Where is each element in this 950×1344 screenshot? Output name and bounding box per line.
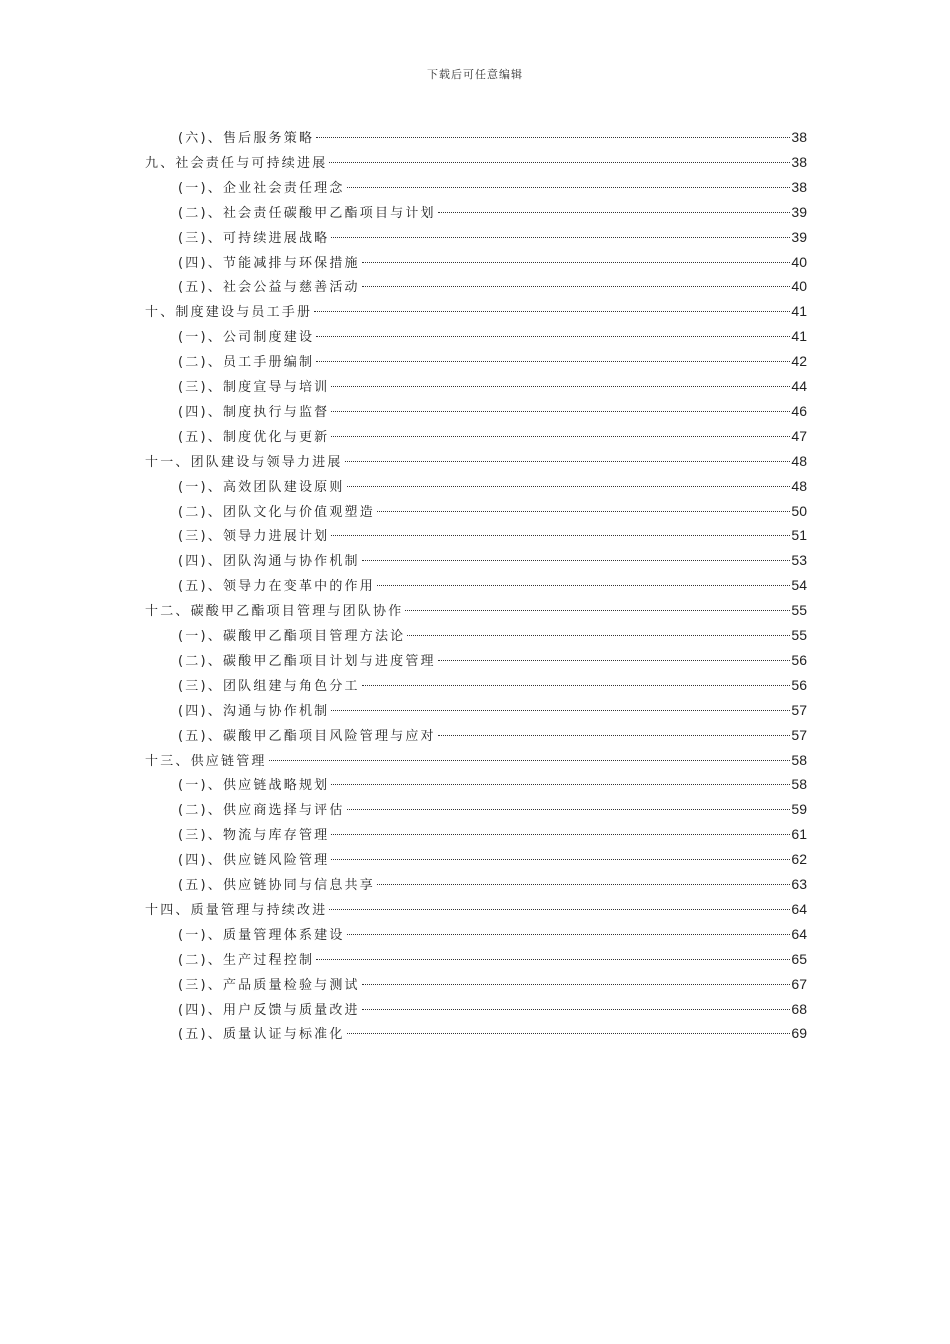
toc-entry-page-number: 38	[791, 153, 807, 170]
toc-entry[interactable]	[178, 773, 807, 795]
toc-entry-title: (五)、供应链协同与信息共享	[178, 878, 375, 893]
toc-entry-page-number: 48	[791, 452, 807, 469]
toc-entry-title: (五)、领导力在变革中的作用	[178, 579, 375, 595]
toc-entry-title: (五)、碳酸甲乙酯项目风险管理与应对	[178, 728, 436, 744]
toc-entry-title: (二)、员工手册编制	[178, 355, 315, 371]
toc-entry[interactable]	[178, 998, 807, 1020]
toc-dot-leader	[329, 909, 790, 910]
toc-entry-title: 十、制度建设与员工手册	[145, 305, 313, 321]
toc-dot-leader	[405, 610, 790, 611]
toc-entry-title: 十二、碳酸甲乙酯项目管理与团队协作	[145, 604, 404, 620]
toc-dot-leader	[377, 511, 790, 512]
toc-entry-title: (一)、高效团队建设原则	[178, 479, 345, 495]
toc-entry[interactable]	[178, 699, 807, 721]
toc-dot-leader	[438, 660, 791, 661]
toc-entry[interactable]	[178, 549, 807, 571]
toc-entry[interactable]	[178, 948, 807, 970]
toc-entry-page-number: 61	[791, 826, 807, 843]
toc-entry-page-number: 64	[791, 900, 807, 917]
toc-entry-page-number: 57	[791, 726, 807, 743]
toc-entry-page-number: 63	[791, 876, 807, 892]
toc-entry-title: (四)、用户反馈与质量改进	[178, 1002, 360, 1018]
toc-entry[interactable]	[145, 300, 807, 322]
toc-entry-title: (一)、质量管理体系建设	[178, 927, 345, 943]
toc-dot-leader	[347, 809, 791, 810]
toc-entry-page-number: 56	[791, 651, 807, 668]
toc-dot-leader	[331, 834, 790, 835]
toc-entry-title: (五)、制度优化与更新	[178, 429, 330, 445]
toc-entry-title: (三)、团队组建与角色分工	[178, 678, 360, 694]
toc-entry-page-number: 51	[791, 527, 807, 544]
toc-entry[interactable]	[178, 176, 807, 198]
toc-entry[interactable]	[178, 624, 807, 646]
toc-dot-leader	[362, 560, 791, 561]
toc-entry-title: (四)、节能减排与环保措施	[178, 255, 360, 271]
toc-entry-page-number: 57	[791, 701, 807, 718]
toc-entry[interactable]	[178, 823, 807, 845]
toc-dot-leader	[316, 336, 790, 337]
toc-entry[interactable]	[178, 923, 807, 945]
toc-entry-title: 九、社会责任与可持续进展	[145, 155, 328, 171]
toc-entry[interactable]	[178, 848, 807, 870]
toc-dot-leader	[345, 461, 791, 462]
toc-dot-leader	[362, 984, 791, 985]
toc-entry-title: (二)、碳酸甲乙酯项目计划与进度管理	[178, 653, 436, 669]
toc-entry[interactable]	[178, 524, 807, 546]
toc-entry[interactable]	[145, 151, 807, 173]
toc-entry-page-number: 58	[791, 751, 807, 768]
toc-entry-title: (四)、沟通与协作机制	[178, 703, 330, 719]
toc-entry-page-number: 47	[791, 427, 807, 444]
toc-entry-page-number: 65	[791, 950, 807, 967]
toc-entry[interactable]	[178, 475, 807, 497]
toc-dot-leader	[347, 187, 791, 188]
toc-dot-leader	[362, 1009, 791, 1010]
toc-entry[interactable]	[178, 1022, 807, 1044]
toc-entry-page-number: 68	[791, 1000, 807, 1017]
toc-dot-leader	[331, 710, 790, 711]
toc-dot-leader	[347, 486, 791, 487]
toc-entry-title: (一)、碳酸甲乙酯项目管理方法论	[178, 629, 406, 644]
toc-dot-leader	[329, 162, 790, 163]
toc-dot-leader	[331, 237, 790, 238]
toc-entry[interactable]	[178, 574, 807, 596]
toc-entry-title: (四)、供应链风险管理	[178, 853, 330, 869]
toc-dot-leader	[269, 760, 791, 761]
toc-entry-page-number: 38	[791, 129, 807, 145]
toc-entry-page-number: 58	[791, 776, 807, 793]
toc-entry[interactable]	[178, 201, 807, 223]
toc-dot-leader	[377, 884, 790, 885]
toc-entry-title: (五)、社会公益与慈善活动	[178, 280, 360, 296]
toc-dot-leader	[331, 784, 790, 785]
toc-entry-title: (一)、供应链战略规划	[178, 778, 330, 794]
toc-entry-page-number: 50	[791, 502, 807, 519]
toc-dot-leader	[407, 635, 790, 636]
page-header: 下载后可任意编辑	[427, 68, 523, 81]
toc-dot-leader	[362, 685, 791, 686]
toc-entry-page-number: 55	[791, 627, 807, 643]
toc-entry-page-number: 39	[791, 203, 807, 220]
toc-entry-title: (五)、质量认证与标准化	[178, 1027, 345, 1043]
toc-entry-page-number: 54	[791, 577, 807, 594]
toc-entry-title: 十一、团队建设与领导力进展	[145, 454, 343, 470]
toc-entry-title: (一)、公司制度建设	[178, 330, 315, 346]
toc-dot-leader	[438, 212, 791, 213]
toc-entry[interactable]	[145, 749, 807, 771]
toc-entry-page-number: 53	[791, 552, 807, 569]
toc-entry-page-number: 40	[791, 253, 807, 270]
toc-entry-title: (六)、售后服务策略	[178, 131, 315, 146]
toc-entry-title: (一)、企业社会责任理念	[178, 180, 345, 196]
toc-entry-page-number: 40	[791, 278, 807, 295]
toc-entry-title: (二)、生产过程控制	[178, 952, 315, 968]
toc-entry-title: 十四、质量管理与持续改进	[145, 902, 328, 918]
toc-entry-page-number: 67	[791, 975, 807, 992]
toc-entry-title: (二)、供应商选择与评估	[178, 803, 345, 819]
toc-entry[interactable]	[178, 649, 807, 671]
toc-entry[interactable]	[178, 350, 807, 372]
toc-dot-leader	[314, 311, 790, 312]
toc-entry[interactable]	[145, 599, 807, 621]
toc-dot-leader	[438, 735, 791, 736]
toc-dot-leader	[331, 436, 790, 437]
toc-entry[interactable]	[178, 251, 807, 273]
toc-entry[interactable]	[178, 724, 807, 746]
toc-dot-leader	[362, 262, 791, 263]
toc-dot-leader	[331, 535, 790, 536]
toc-dot-leader	[377, 585, 790, 586]
toc-entry[interactable]	[178, 375, 807, 397]
toc-entry[interactable]	[145, 450, 807, 472]
toc-entry-page-number: 64	[791, 925, 807, 942]
toc-dot-leader	[316, 361, 790, 362]
toc-entry-page-number: 69	[791, 1025, 807, 1042]
toc-entry[interactable]	[178, 425, 807, 447]
toc-entry-page-number: 55	[791, 602, 807, 619]
toc-entry-page-number: 38	[791, 178, 807, 195]
toc-entry-title: (四)、团队沟通与协作机制	[178, 554, 360, 570]
toc-entry-title: (二)、团队文化与价值观塑造	[178, 504, 375, 520]
toc-entry[interactable]	[145, 898, 807, 920]
toc-entry-page-number: 59	[791, 801, 807, 818]
toc-entry[interactable]	[178, 400, 807, 422]
toc-entry-page-number: 42	[791, 353, 807, 370]
toc-entry-title: (三)、领导力进展计划	[178, 529, 330, 545]
toc-entry-title: (三)、可持续进展战略	[178, 230, 330, 246]
toc-entry[interactable]	[178, 674, 807, 696]
toc-entry-title: (三)、产品质量检验与测试	[178, 977, 360, 993]
toc-entry-page-number: 41	[791, 303, 807, 320]
toc-entry[interactable]	[178, 873, 807, 895]
toc-entry-page-number: 44	[791, 378, 807, 394]
toc-entry-page-number: 39	[791, 228, 807, 245]
toc-entry[interactable]	[178, 973, 807, 995]
toc-entry-title: (三)、物流与库存管理	[178, 828, 330, 844]
toc-entry-page-number: 48	[791, 477, 807, 494]
toc-dot-leader	[362, 286, 791, 287]
toc-dot-leader	[331, 386, 790, 387]
toc-dot-leader	[347, 934, 791, 935]
toc-entry[interactable]	[178, 500, 807, 522]
toc-dot-leader	[347, 1033, 791, 1034]
toc-entry-page-number: 56	[791, 676, 807, 693]
toc-dot-leader	[331, 411, 790, 412]
toc-entry-page-number: 46	[791, 402, 807, 419]
toc-entry[interactable]	[178, 226, 807, 248]
toc-dot-leader	[316, 959, 790, 960]
toc-entry-title: (二)、社会责任碳酸甲乙酯项目与计划	[178, 205, 436, 221]
toc-entry-title: (四)、制度执行与监督	[178, 404, 330, 420]
toc-entry[interactable]	[178, 126, 807, 148]
toc-dot-leader	[316, 137, 790, 138]
toc-entry[interactable]	[178, 275, 807, 297]
toc-entry[interactable]	[178, 325, 807, 347]
toc-entry-title: (三)、制度宣导与培训	[178, 380, 330, 395]
toc-entry-page-number: 62	[791, 851, 807, 868]
toc-entry[interactable]	[178, 798, 807, 820]
toc-entry-page-number: 41	[791, 328, 807, 345]
toc-entry-title: 十三、供应链管理	[145, 753, 267, 769]
toc-dot-leader	[331, 859, 790, 860]
